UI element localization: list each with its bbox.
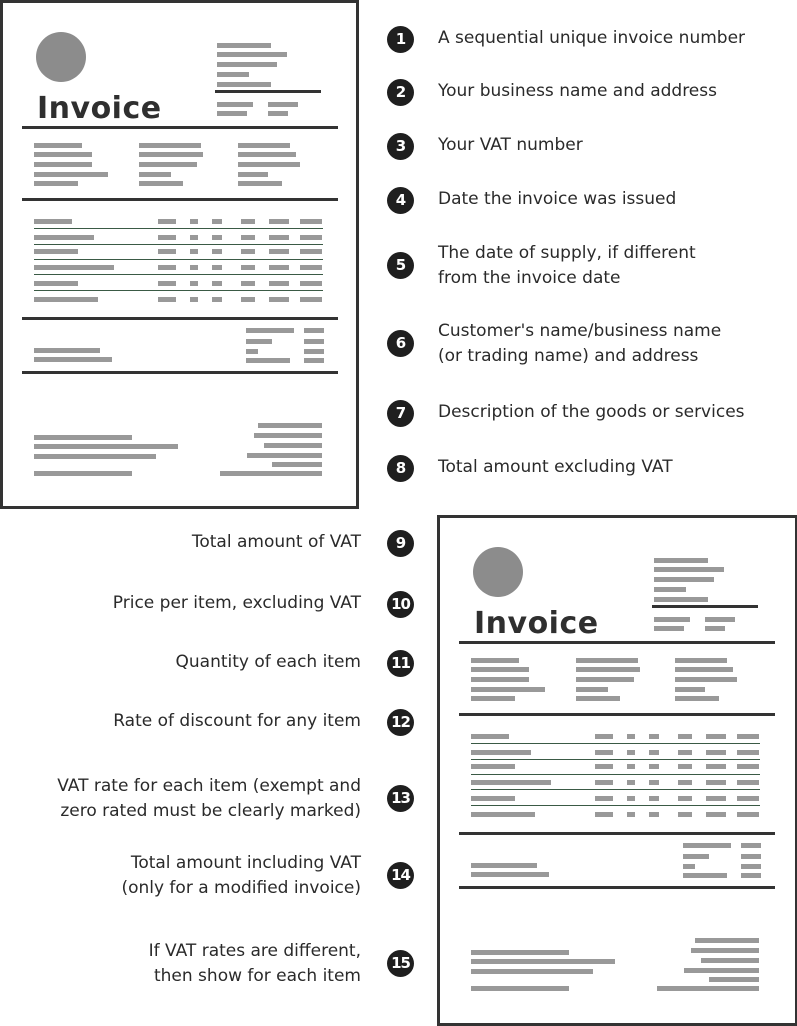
text-placeholder-bar: [691, 948, 759, 953]
table-cell-placeholder: [269, 281, 289, 286]
table-cell-placeholder: [241, 297, 255, 302]
number-badge: 2: [387, 79, 414, 106]
table-cell-placeholder: [241, 265, 255, 270]
table-cell-placeholder: [649, 780, 659, 785]
table-cell-placeholder: [212, 297, 222, 302]
text-placeholder-bar: [139, 152, 203, 157]
number-badge: 9: [387, 530, 414, 557]
text-placeholder-bar: [34, 172, 108, 177]
table-cell-placeholder: [269, 249, 289, 254]
company-logo-placeholder: [36, 32, 86, 82]
table-row-separator: [471, 774, 760, 775]
table-cell-placeholder: [300, 281, 322, 286]
text-placeholder-bar: [675, 687, 705, 692]
table-cell-placeholder: [158, 249, 176, 254]
text-placeholder-bar: [471, 969, 593, 974]
item-label: VAT rate for each item (exempt and zero rated must be clearly marked): [57, 776, 361, 821]
number-badge: 15: [387, 950, 414, 977]
company-logo-placeholder: [473, 547, 523, 597]
item-label: Customer's name/business name (or trading name) and address: [438, 321, 722, 366]
table-row-separator: [34, 244, 323, 245]
table-cell-placeholder: [300, 235, 322, 240]
table-cell-placeholder: [706, 750, 726, 755]
text-placeholder-bar: [217, 82, 271, 87]
text-placeholder-bar: [139, 181, 183, 186]
invoice-illustration-bottom: [437, 515, 797, 1026]
table-row-separator: [34, 274, 323, 275]
table-cell-placeholder: [649, 750, 659, 755]
text-placeholder-bar: [304, 328, 324, 333]
number-badge: 3: [387, 133, 414, 160]
item-label: Quantity of each item: [175, 652, 361, 672]
table-cell-placeholder: [627, 734, 635, 739]
table-cell-placeholder: [595, 750, 613, 755]
text-placeholder-bar: [304, 358, 324, 363]
text-placeholder-bar: [471, 687, 545, 692]
text-placeholder-bar: [217, 52, 287, 57]
table-cell-placeholder: [34, 235, 94, 240]
number-badge: 1: [387, 26, 414, 53]
text-placeholder-bar: [139, 143, 201, 148]
table-cell-placeholder: [737, 764, 759, 769]
text-placeholder-bar: [683, 873, 727, 878]
table-cell-placeholder: [627, 764, 635, 769]
table-cell-placeholder: [300, 297, 322, 302]
text-placeholder-bar: [246, 339, 272, 344]
divider-line: [215, 90, 321, 93]
table-cell-placeholder: [212, 219, 222, 224]
text-placeholder-bar: [657, 986, 759, 991]
table-cell-placeholder: [737, 734, 759, 739]
text-placeholder-bar: [238, 143, 290, 148]
divider-line: [22, 198, 338, 201]
table-cell-placeholder: [649, 764, 659, 769]
table-cell-placeholder: [269, 297, 289, 302]
text-placeholder-bar: [304, 339, 324, 344]
table-cell-placeholder: [595, 796, 613, 801]
text-placeholder-bar: [654, 558, 708, 563]
text-placeholder-bar: [246, 328, 294, 333]
text-placeholder-bar: [675, 658, 727, 663]
divider-line: [459, 886, 775, 889]
text-placeholder-bar: [683, 843, 731, 848]
item-label: If VAT rates are different, then show for each item: [148, 941, 361, 986]
text-placeholder-bar: [675, 696, 719, 701]
text-placeholder-bar: [246, 349, 258, 354]
table-cell-placeholder: [678, 764, 692, 769]
text-placeholder-bar: [254, 433, 322, 438]
table-cell-placeholder: [190, 219, 198, 224]
table-cell-placeholder: [190, 281, 198, 286]
table-cell-placeholder: [678, 750, 692, 755]
table-cell-placeholder: [706, 796, 726, 801]
text-placeholder-bar: [741, 854, 761, 859]
text-placeholder-bar: [654, 626, 684, 631]
text-placeholder-bar: [471, 863, 537, 868]
number-badge: 4: [387, 187, 414, 214]
text-placeholder-bar: [34, 152, 92, 157]
table-cell-placeholder: [706, 734, 726, 739]
invoice-title: Invoice: [37, 91, 162, 126]
text-placeholder-bar: [217, 102, 253, 107]
table-cell-placeholder: [300, 249, 322, 254]
text-placeholder-bar: [272, 462, 322, 467]
table-cell-placeholder: [190, 235, 198, 240]
table-cell-placeholder: [212, 265, 222, 270]
table-cell-placeholder: [158, 281, 176, 286]
table-cell-placeholder: [737, 796, 759, 801]
text-placeholder-bar: [220, 471, 322, 476]
table-cell-placeholder: [190, 249, 198, 254]
table-cell-placeholder: [269, 219, 289, 224]
table-cell-placeholder: [300, 219, 322, 224]
table-cell-placeholder: [471, 780, 551, 785]
text-placeholder-bar: [675, 667, 733, 672]
table-cell-placeholder: [212, 235, 222, 240]
table-cell-placeholder: [241, 281, 255, 286]
table-cell-placeholder: [595, 734, 613, 739]
number-badge: 12: [387, 709, 414, 736]
table-cell-placeholder: [212, 281, 222, 286]
text-placeholder-bar: [695, 938, 759, 943]
text-placeholder-bar: [217, 62, 277, 67]
number-badge: 6: [387, 330, 414, 357]
table-cell-placeholder: [678, 812, 692, 817]
text-placeholder-bar: [683, 864, 695, 869]
text-placeholder-bar: [34, 471, 132, 476]
table-cell-placeholder: [471, 812, 535, 817]
text-placeholder-bar: [654, 587, 686, 592]
table-cell-placeholder: [737, 750, 759, 755]
table-cell-placeholder: [300, 265, 322, 270]
text-placeholder-bar: [264, 443, 322, 448]
text-placeholder-bar: [238, 172, 268, 177]
table-cell-placeholder: [241, 219, 255, 224]
table-cell-placeholder: [678, 734, 692, 739]
number-badge: 14: [387, 862, 414, 889]
table-cell-placeholder: [190, 265, 198, 270]
table-cell-placeholder: [269, 235, 289, 240]
text-placeholder-bar: [217, 111, 247, 116]
number-badge: 11: [387, 650, 414, 677]
text-placeholder-bar: [268, 102, 298, 107]
text-placeholder-bar: [683, 854, 709, 859]
text-placeholder-bar: [247, 453, 322, 458]
table-row-separator: [471, 805, 760, 806]
item-label: Total amount of VAT: [191, 532, 361, 552]
item-label: Price per item, excluding VAT: [112, 593, 361, 613]
table-row-separator: [471, 789, 760, 790]
table-cell-placeholder: [158, 297, 176, 302]
text-placeholder-bar: [705, 617, 735, 622]
text-placeholder-bar: [576, 667, 640, 672]
table-cell-placeholder: [269, 265, 289, 270]
text-placeholder-bar: [34, 454, 156, 459]
divider-line: [652, 605, 758, 608]
text-placeholder-bar: [576, 696, 620, 701]
text-placeholder-bar: [471, 986, 569, 991]
text-placeholder-bar: [139, 172, 171, 177]
text-placeholder-bar: [34, 444, 178, 449]
text-placeholder-bar: [576, 658, 638, 663]
number-badge: 7: [387, 400, 414, 427]
text-placeholder-bar: [471, 658, 519, 663]
text-placeholder-bar: [217, 72, 249, 77]
number-badge: 13: [387, 785, 414, 812]
divider-line: [22, 317, 338, 320]
item-label: Total amount including VAT (only for a modified invoice): [121, 853, 361, 898]
text-placeholder-bar: [741, 843, 761, 848]
text-placeholder-bar: [684, 968, 759, 973]
text-placeholder-bar: [741, 864, 761, 869]
item-label: Description of the goods or services: [438, 402, 745, 422]
table-cell-placeholder: [627, 780, 635, 785]
table-cell-placeholder: [471, 750, 531, 755]
table-cell-placeholder: [158, 235, 176, 240]
table-cell-placeholder: [706, 780, 726, 785]
text-placeholder-bar: [34, 162, 92, 167]
text-placeholder-bar: [34, 348, 100, 353]
table-cell-placeholder: [34, 249, 78, 254]
table-cell-placeholder: [595, 780, 613, 785]
table-cell-placeholder: [595, 764, 613, 769]
text-placeholder-bar: [576, 687, 608, 692]
item-label: The date of supply, if different from the invoice date: [438, 243, 696, 288]
text-placeholder-bar: [238, 181, 282, 186]
text-placeholder-bar: [654, 567, 724, 572]
table-cell-placeholder: [627, 812, 635, 817]
text-placeholder-bar: [471, 696, 515, 701]
text-placeholder-bar: [238, 162, 300, 167]
divider-line: [459, 832, 775, 835]
text-placeholder-bar: [471, 959, 615, 964]
table-cell-placeholder: [34, 265, 114, 270]
table-cell-placeholder: [34, 281, 78, 286]
number-badge: 5: [387, 252, 414, 279]
item-label: Rate of discount for any item: [113, 711, 361, 731]
table-cell-placeholder: [241, 235, 255, 240]
invoice-illustration-top: [0, 0, 359, 509]
text-placeholder-bar: [471, 872, 549, 877]
table-cell-placeholder: [34, 219, 72, 224]
text-placeholder-bar: [741, 873, 761, 878]
table-cell-placeholder: [627, 750, 635, 755]
text-placeholder-bar: [709, 977, 759, 982]
table-cell-placeholder: [649, 812, 659, 817]
table-cell-placeholder: [471, 734, 509, 739]
text-placeholder-bar: [34, 435, 132, 440]
table-cell-placeholder: [595, 812, 613, 817]
table-cell-placeholder: [706, 764, 726, 769]
item-label: Your business name and address: [438, 81, 717, 101]
table-cell-placeholder: [158, 265, 176, 270]
text-placeholder-bar: [701, 958, 759, 963]
table-cell-placeholder: [706, 812, 726, 817]
number-badge: 8: [387, 455, 414, 482]
number-badge: 10: [387, 591, 414, 618]
table-row-separator: [471, 759, 760, 760]
table-cell-placeholder: [190, 297, 198, 302]
text-placeholder-bar: [654, 597, 708, 602]
table-cell-placeholder: [212, 249, 222, 254]
table-cell-placeholder: [737, 812, 759, 817]
invoice-title: Invoice: [474, 606, 599, 641]
item-label: A sequential unique invoice number: [438, 28, 746, 48]
table-cell-placeholder: [678, 796, 692, 801]
text-placeholder-bar: [34, 357, 112, 362]
text-placeholder-bar: [238, 152, 296, 157]
text-placeholder-bar: [34, 181, 78, 186]
table-cell-placeholder: [627, 796, 635, 801]
table-row-separator: [34, 228, 323, 229]
table-cell-placeholder: [737, 780, 759, 785]
text-placeholder-bar: [139, 162, 197, 167]
table-cell-placeholder: [158, 219, 176, 224]
text-placeholder-bar: [675, 677, 737, 682]
text-placeholder-bar: [217, 43, 271, 48]
divider-line: [22, 371, 338, 374]
item-label: Total amount excluding VAT: [438, 457, 673, 477]
text-placeholder-bar: [654, 577, 714, 582]
text-placeholder-bar: [471, 677, 529, 682]
table-cell-placeholder: [471, 796, 515, 801]
text-placeholder-bar: [471, 950, 569, 955]
table-cell-placeholder: [34, 297, 98, 302]
text-placeholder-bar: [34, 143, 82, 148]
table-cell-placeholder: [649, 796, 659, 801]
text-placeholder-bar: [268, 111, 288, 116]
table-row-separator: [34, 290, 323, 291]
text-placeholder-bar: [576, 677, 634, 682]
table-cell-placeholder: [649, 734, 659, 739]
divider-line: [459, 641, 775, 644]
table-cell-placeholder: [471, 764, 515, 769]
table-cell-placeholder: [241, 249, 255, 254]
text-placeholder-bar: [246, 358, 290, 363]
divider-line: [22, 126, 338, 129]
text-placeholder-bar: [705, 626, 725, 631]
item-label: Your VAT number: [438, 135, 583, 155]
table-row-separator: [471, 743, 760, 744]
text-placeholder-bar: [304, 349, 324, 354]
item-label: Date the invoice was issued: [438, 189, 677, 209]
divider-line: [459, 713, 775, 716]
table-row-separator: [34, 259, 323, 260]
text-placeholder-bar: [471, 667, 529, 672]
table-cell-placeholder: [678, 780, 692, 785]
text-placeholder-bar: [258, 423, 322, 428]
text-placeholder-bar: [654, 617, 690, 622]
